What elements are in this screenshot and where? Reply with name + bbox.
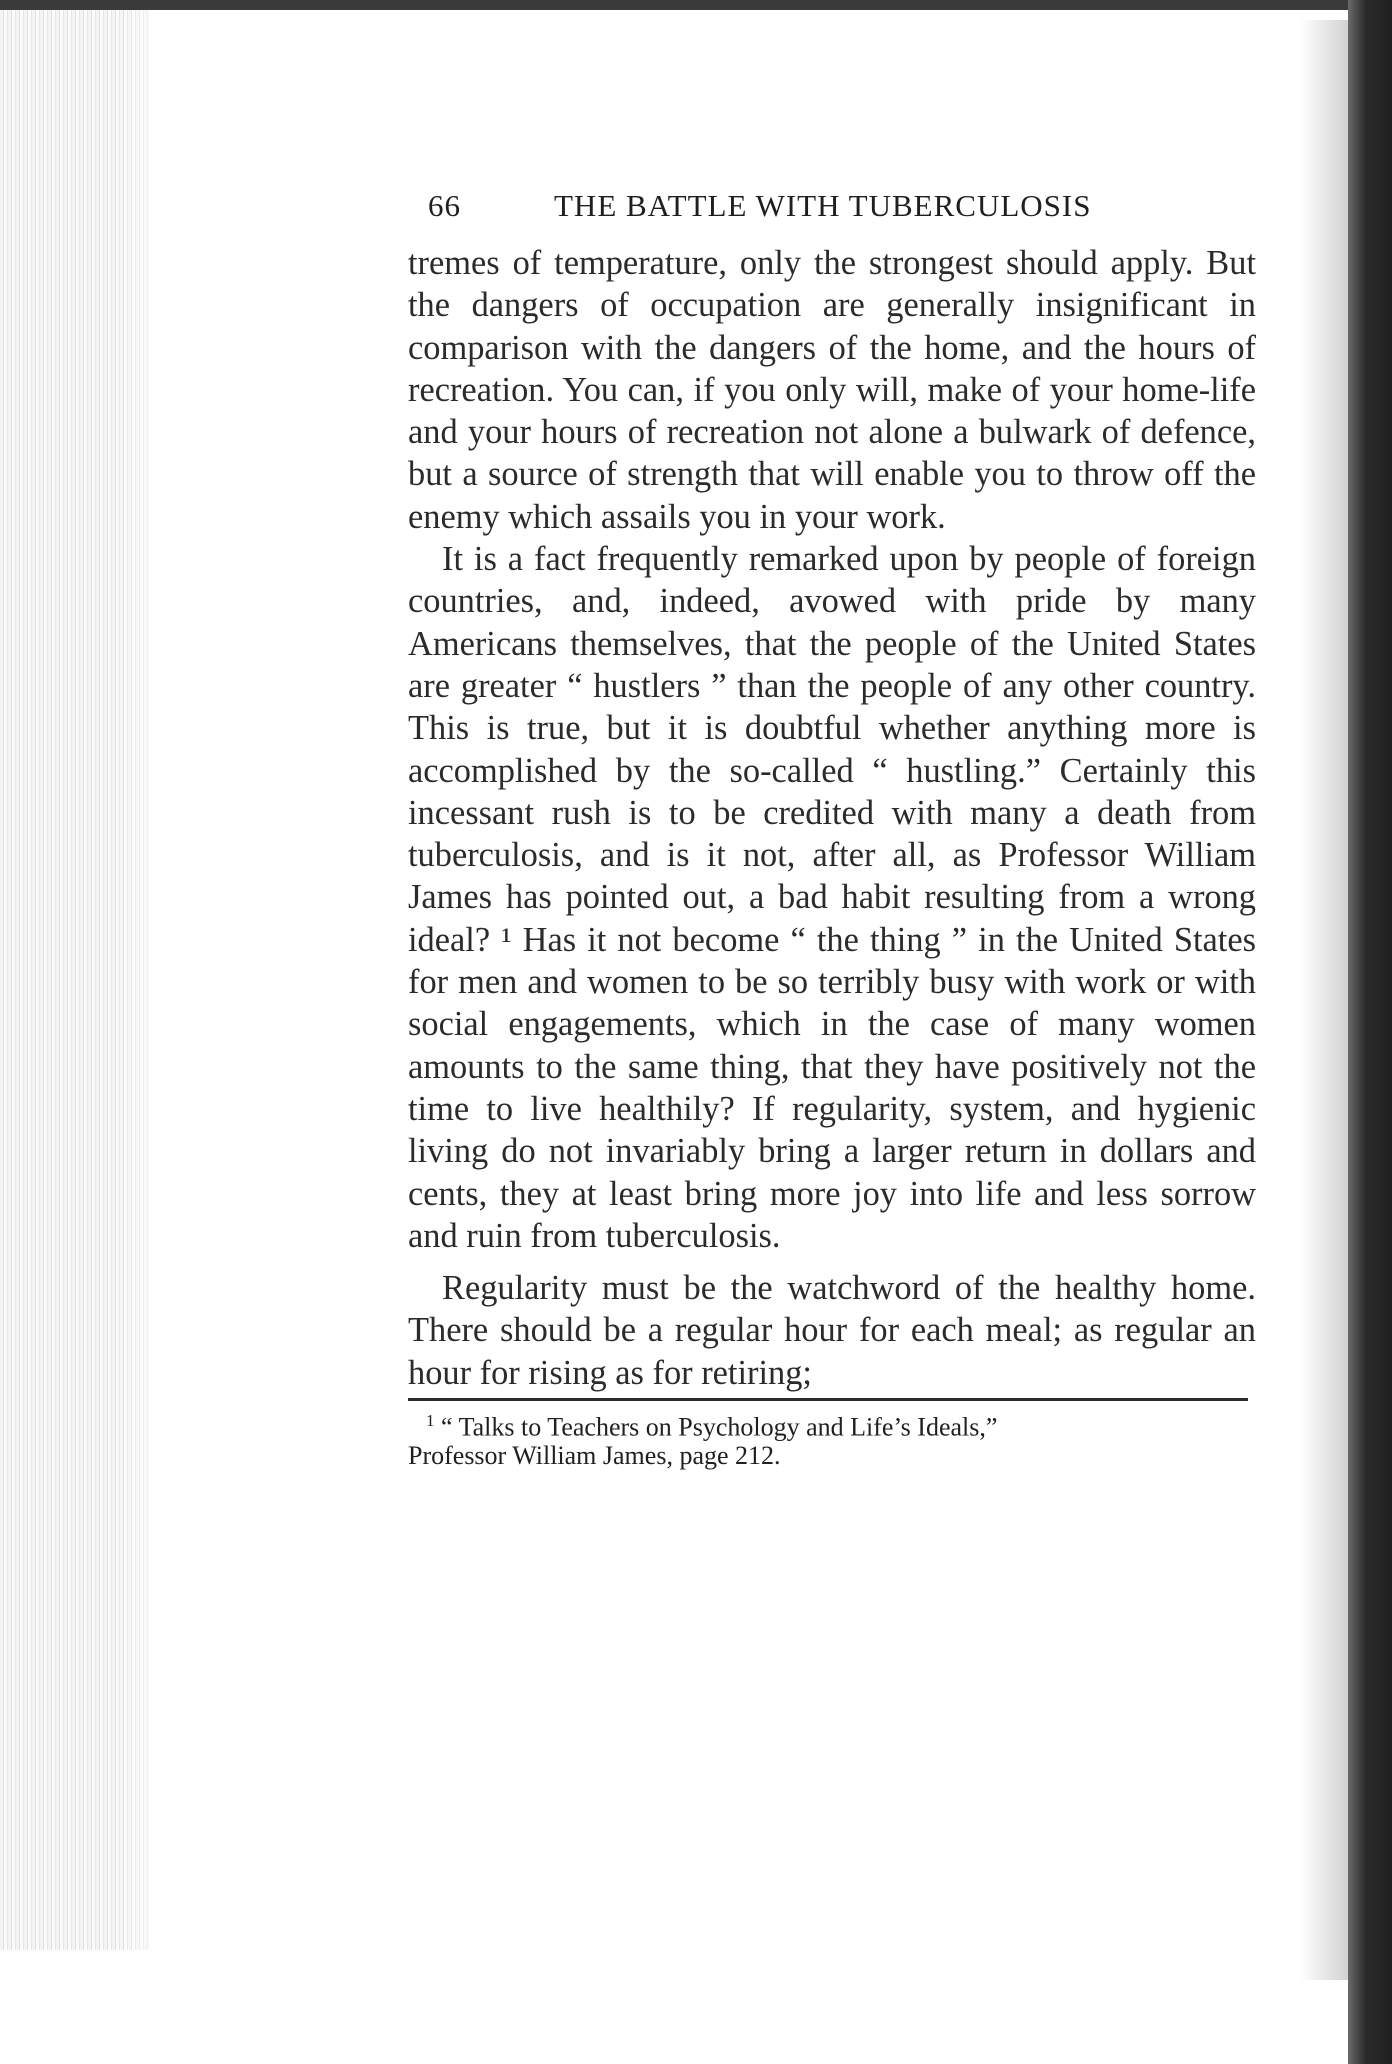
footnote-line-2: Professor William James, page 212.	[408, 1440, 781, 1470]
running-head	[408, 182, 1256, 232]
footnote	[408, 1407, 1256, 1470]
page-edges-fade	[120, 10, 180, 1950]
paragraph-2: It is a fact frequently remarked upon by people of foreign countries, and, indeed, avowed with pride by many Americans themselves, that the people of the United States are greater “ hustlers ” than the people of any other country. This is true, but it is doubtful whether anything more is accomplished by the so-called “ hustling.” Certainly this incessant rush is to be credited with many a death from tuberculosis, and is it not, after all, as Professor William James has pointed out, a bad habit resulting from a wrong ideal? ¹ Has it not become “ the thing ” in the United States for men and women to be so terribly busy with work or with social engagements, which in the case of many women amounts to the same thing, that they have positively not the time to live healthily? If regularity, system, and hygienic living do not invariably bring a larger return in dollars and cents, they at least bring more joy into life and less sorrow and ruin from tuberculosis.	[408, 540, 1256, 1255]
paragraph-1: tremes of temperature, only the strongest should apply. But the dangers of occupation are generally insignificant in comparison with the dangers of the home, and the hours of recreation. You can, if you only will, make of your home-life and your hours of recreation not alone a bulwark of defence, but a source of strength that will enable you to throw off the enemy which assails you in your work.	[408, 244, 1256, 536]
paragraph-3: Regularity must be the watchword of the healthy home. There should be a regular hour for each meal; as regular an hour for rising as for retiring;	[408, 1269, 1256, 1392]
footnote-line-1: “ Talks to Teachers on Psychology and Life’s Ideals,”	[441, 1412, 998, 1442]
footnote-marker: 1	[426, 1411, 435, 1431]
scan-background-right	[1348, 0, 1392, 2064]
page-number: 66	[428, 188, 461, 223]
spine-shadow	[1300, 20, 1350, 1980]
running-title: THE BATTLE WITH TUBERCULOSIS	[554, 188, 1092, 223]
text-block	[408, 182, 1256, 1470]
body-text	[408, 242, 1256, 1394]
footnote-rule	[408, 1398, 1248, 1401]
